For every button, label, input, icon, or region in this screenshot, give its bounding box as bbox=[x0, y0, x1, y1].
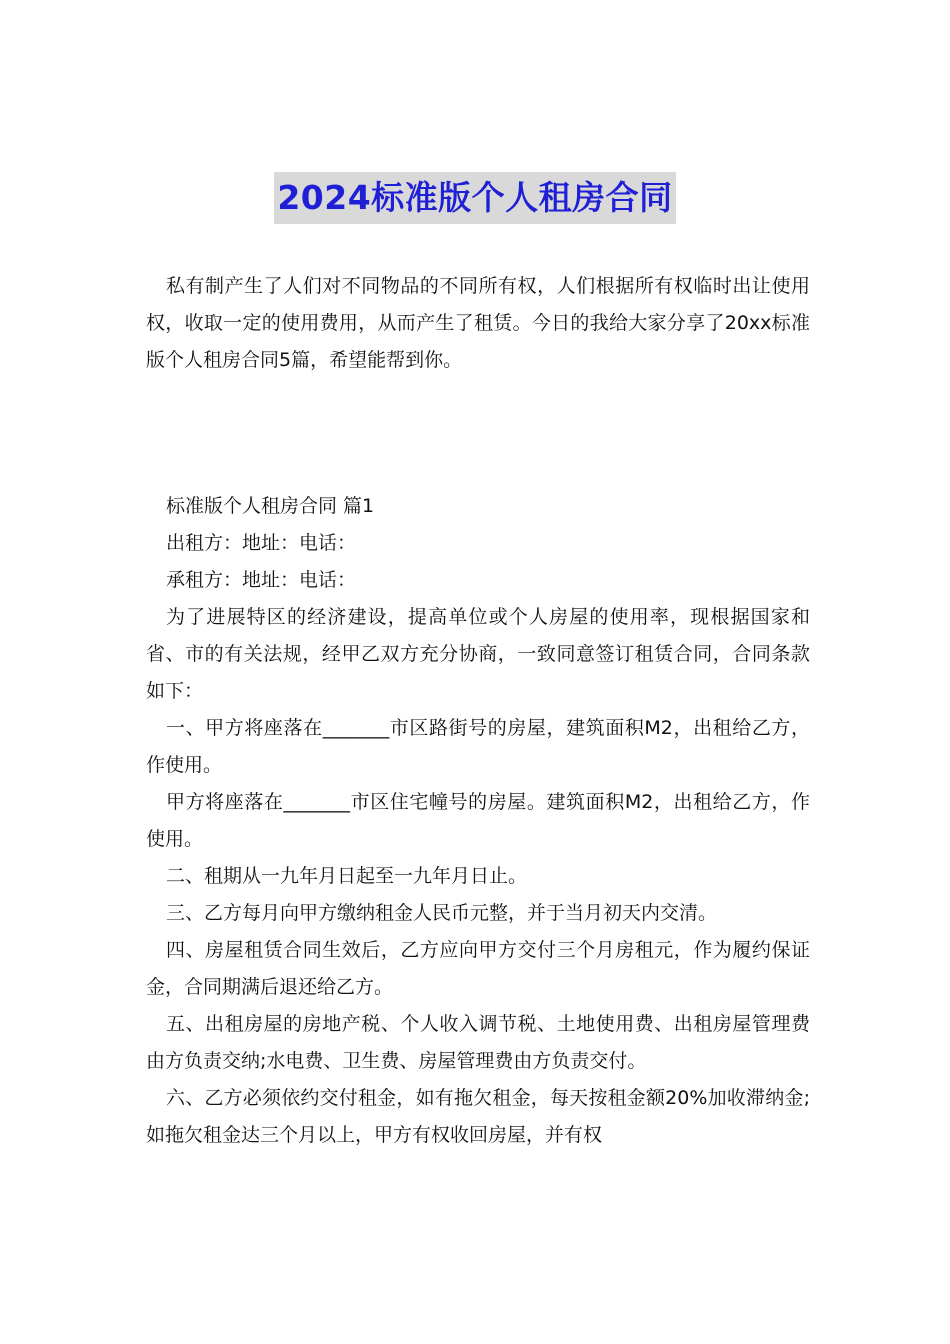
lessee-line: 承租方：地址：电话： bbox=[166, 569, 357, 591]
title-container bbox=[0, 172, 950, 224]
clause-4: 四、房屋租赁合同生效后，乙方应向甲方交付三个月房租元，作为履约保证金，合同期满后退还给乙方。 bbox=[146, 939, 810, 998]
clause-1-alt: 甲方将座落在_______市区住宅幢号的房屋。建筑面积M2，出租给乙方，作使用。 bbox=[146, 791, 810, 850]
clause-1: 一、甲方将座落在_______市区路街号的房屋，建筑面积M2，出租给乙方，作使用。 bbox=[146, 717, 810, 776]
document-title: 2024标准版个人租房合同 bbox=[274, 172, 675, 224]
clause-5: 五、出租房屋的房地产税、个人收入调节税、土地使用费、出租房屋管理费由方负责交纳;水电费、卫生费、房屋管理费由方负责交付。 bbox=[146, 1013, 810, 1072]
section-heading: 标准版个人租房合同 篇1 bbox=[166, 495, 375, 517]
clause-3: 三、乙方每月向甲方缴纳租金人民币元整，并于当月初天内交清。 bbox=[166, 902, 718, 924]
clause-6: 六、乙方必须依约交付租金，如有拖欠租金，每天按租金额20%加收滞纳金;如拖欠租金达三个月以上，甲方有权收回房屋，并有权 bbox=[146, 1087, 810, 1146]
preamble-paragraph: 为了进展特区的经济建设，提高单位或个人房屋的使用率，现根据国家和省、市的有关法规，经甲乙双方充分协商，一致同意签订租赁合同，合同条款如下： bbox=[146, 606, 810, 702]
clause-2: 二、租期从一九年月日起至一九年月日止。 bbox=[166, 865, 528, 887]
intro-paragraph: 私有制产生了人们对不同物品的不同所有权，人们根据所有权临时出让使用权，收取一定的使用费用，从而产生了租赁。今日的我给大家分享了20xx标准版个人租房合同5篇，希望能帮到你。 bbox=[146, 275, 810, 371]
lessor-line: 出租方：地址：电话： bbox=[166, 532, 357, 554]
contract-section bbox=[146, 488, 810, 1154]
